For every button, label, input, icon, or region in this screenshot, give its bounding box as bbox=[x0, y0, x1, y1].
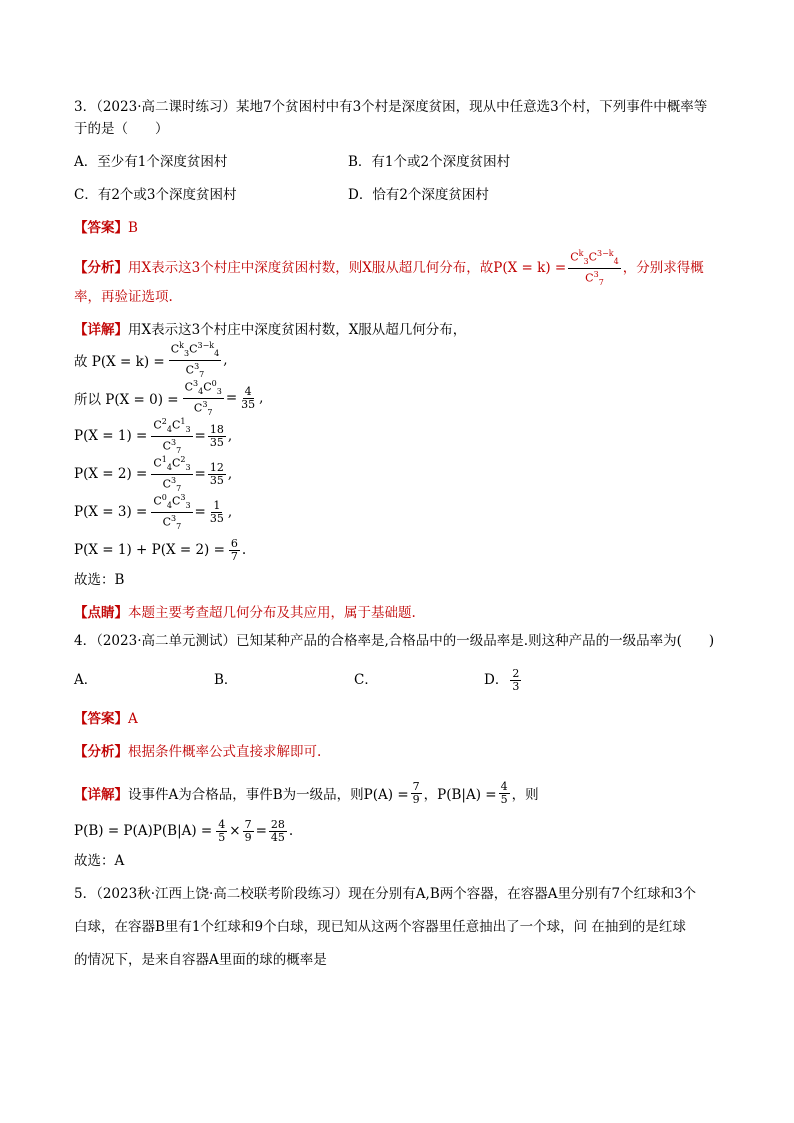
q3-options-row1 bbox=[74, 151, 724, 173]
answer-tag: 【答案】 bbox=[74, 220, 128, 236]
q4-eq: P(B) = P(A)P(B|A) = $\frac{4}{5}$ × $\frac{7}{9}$ = $\frac{28}{45}$ . bbox=[74, 817, 294, 844]
q4-option-d: D． $\frac{2}{3}$ bbox=[484, 666, 520, 693]
q3-stem-line2: 于的是（ ） bbox=[74, 121, 169, 137]
q3-analysis-line2: 率，再验证选项. bbox=[74, 289, 173, 305]
q3-choose: 故选：B bbox=[74, 572, 125, 588]
q4-options bbox=[74, 663, 724, 697]
q3-analysis bbox=[74, 250, 724, 286]
q5-line1: 5．（2023秋·江西上饶·高二校联考阶段练习）现在分别有A,B两个容器，在容器A里分别有7个红球和3个 bbox=[74, 886, 697, 902]
question-5 bbox=[74, 883, 724, 971]
detail-text: 用X表示这3个村庄中深度贫困村数，X服从超几何分布， bbox=[128, 322, 467, 338]
q3-option-c: C．有2个或3个深度贫困村 bbox=[74, 187, 237, 203]
question-3 bbox=[74, 96, 724, 624]
detail-tag: 【详解】 bbox=[74, 322, 128, 338]
q4-choose: 故选：A bbox=[74, 853, 125, 869]
document-page bbox=[74, 96, 724, 971]
q3-options-row2 bbox=[74, 184, 724, 206]
question-4 bbox=[74, 630, 724, 872]
q3-eq-x0: 所以 P(X = 0) = $\frac{C^3_4C^0_3}{C^3_7}$ = $\frac{4}{35}$ , bbox=[74, 378, 264, 417]
analysis-tail: ，分别求得概 bbox=[622, 260, 704, 276]
analysis-tag: 【分析】 bbox=[74, 260, 128, 276]
q3-eq-general: 故 P(X = k) = $\frac{C^k_3C^{3-k}_4}{C^3_7}$ , bbox=[74, 340, 228, 379]
q4-analysis: 【分析】根据条件概率公式直接求解即可. bbox=[74, 744, 322, 760]
q3-answer bbox=[74, 217, 724, 239]
q3-option-a: A．至少有1个深度贫困村 bbox=[74, 154, 228, 170]
comment-text: 本题主要考查超几何分布及其应用，属于基础题. bbox=[128, 605, 416, 621]
hypergeometric-formula: $\frac{C^k_3C^{3-k}_4}{C^3_7}$ bbox=[570, 248, 619, 287]
q3-eq-x3: P(X = 3) = $\frac{C^0_4C^3_3}{C^3_7}$ = $\frac{1}{35}$ , bbox=[74, 492, 233, 531]
comment-tag: 【点睛】 bbox=[74, 605, 128, 621]
q3-eq-sum: P(X = 1) + P(X = 2) = $\frac{6}{7}$ . bbox=[74, 536, 247, 563]
q3-eq-x2: P(X = 2) = $\frac{C^1_4C^2_3}{C^3_7}$ = $\frac{12}{35}$ , bbox=[74, 454, 233, 493]
q4-answer: 【答案】A bbox=[74, 711, 138, 727]
answer-value: B bbox=[128, 220, 138, 236]
q5-line2: 白球，在容器B里有1个红球和9个白球，现已知从这两个容器里任意抽出了一个球，问 在抽到的是红球 bbox=[74, 919, 686, 935]
q3-eq-x1: P(X = 1) = $\frac{C^2_4C^1_3}{C^3_7}$ = $\frac{18}{35}$ , bbox=[74, 416, 233, 455]
q5-line3: 的情况下，是来自容器A里面的球的概率是 bbox=[74, 952, 327, 968]
q3-comment bbox=[74, 602, 724, 624]
q3-detail bbox=[74, 319, 724, 341]
q4-detail: 【详解】 设事件A为合格品，事件B为一级品，则P(A) = $\frac{7}{9}$ ，P(B|A) = $\frac{4}{5}$ ，则 bbox=[74, 779, 539, 806]
q4-option-a: A． bbox=[74, 672, 98, 688]
q3-option-b: B．有1个或2个深度贫困村 bbox=[348, 154, 511, 170]
q4-option-c: C． bbox=[354, 672, 378, 688]
q4-option-b: B． bbox=[214, 672, 238, 688]
analysis-text: 用X表示这3个村庄中深度贫困村数，则X服从超几何分布，故P(X = k) = bbox=[128, 260, 567, 276]
q4-stem: 4．（2023·高二单元测试）已知某种产品的合格率是,合格品中的一级品率是.则这种产品的一级品率为( ) bbox=[74, 633, 715, 649]
q3-option-d: D．恰有2个深度贫困村 bbox=[348, 187, 489, 203]
q3-stem-line1: 3．（2023·高二课时练习）某地7个贫困村中有3个村是深度贫困，现从中任意选3个村，下列事件中概率等 bbox=[74, 99, 708, 115]
